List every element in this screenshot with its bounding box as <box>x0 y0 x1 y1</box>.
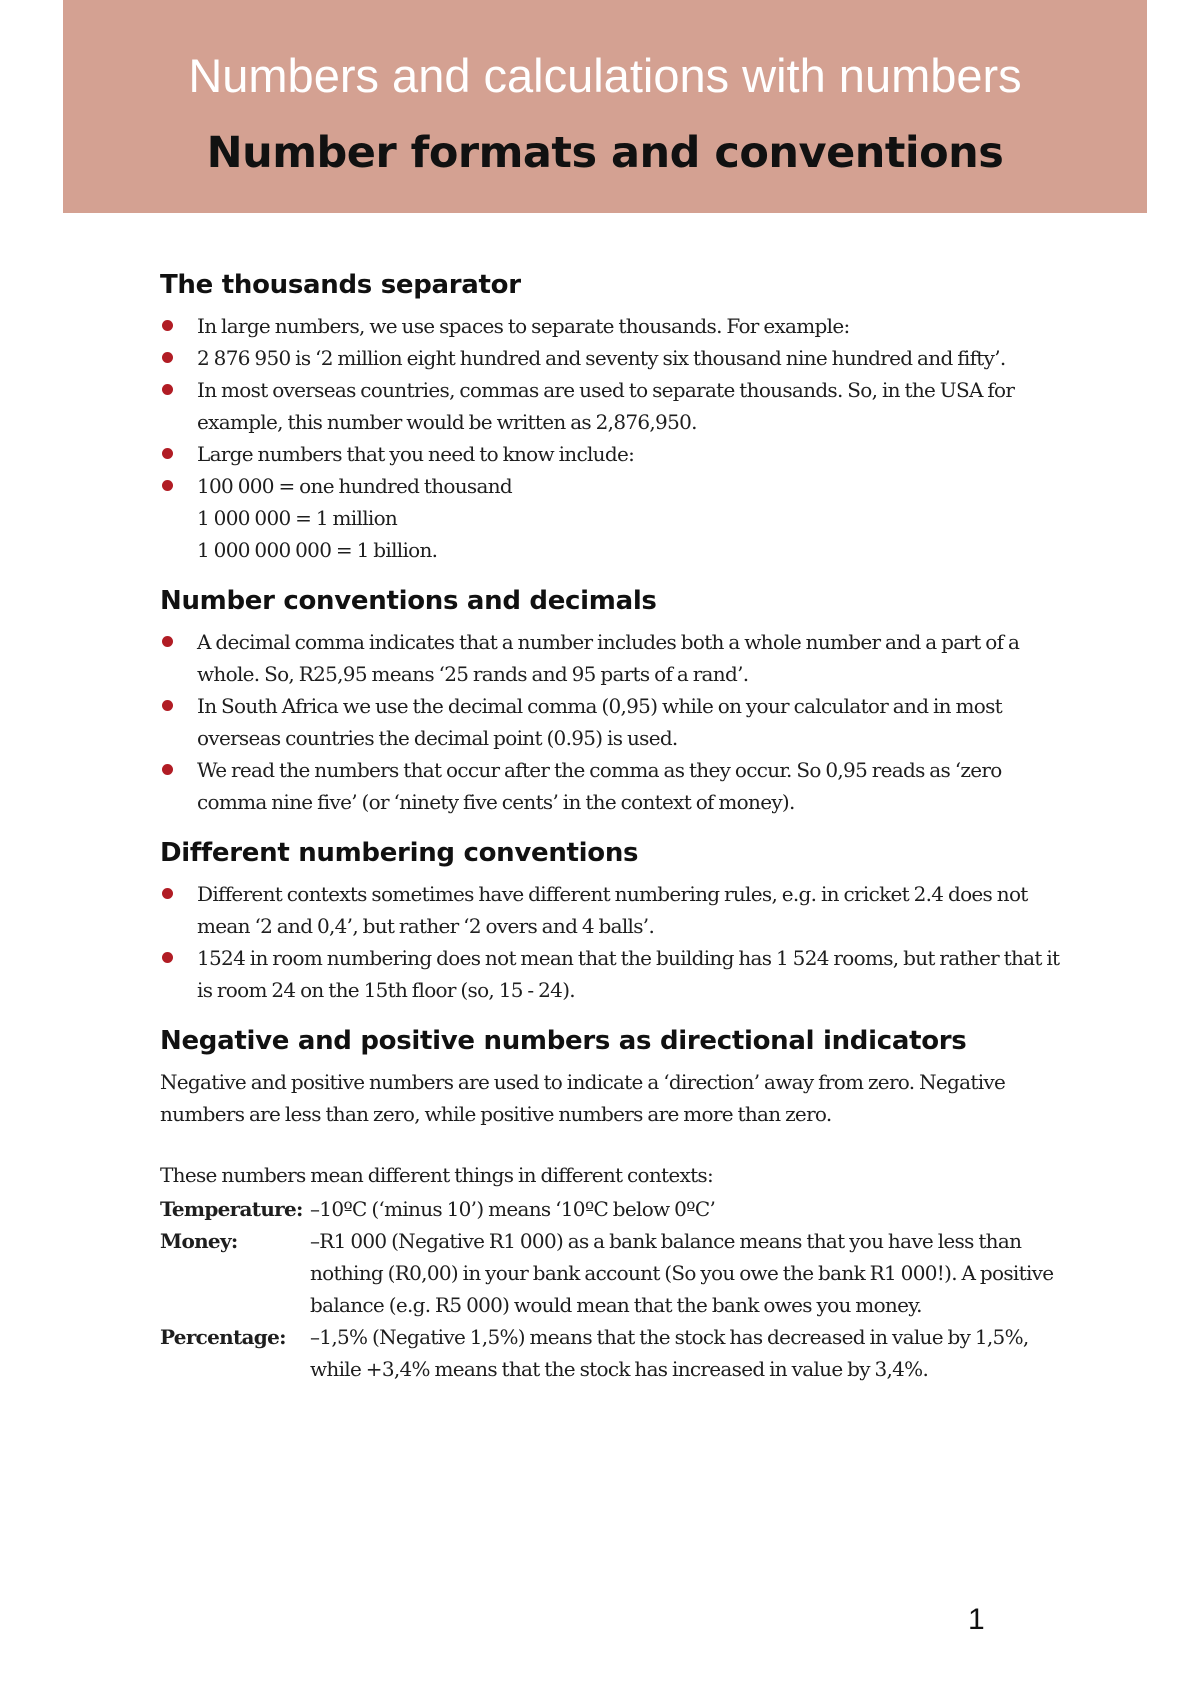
section-heading: Negative and positive numbers as directional indicators <box>160 1026 967 1056</box>
bullet-list <box>160 310 1060 502</box>
definition-term: Percentage: <box>160 1325 286 1349</box>
section-numbering-conventions <box>160 836 1060 1006</box>
title-banner <box>63 0 1147 213</box>
section-heading: Different numbering conventions <box>160 838 639 868</box>
list-item: 1524 in room numbering does not mean that the building has 1 524 rooms, but rather that it is room 24 on the 15th floor (so, 15 - 24). <box>160 942 1060 1006</box>
section-conventions-decimals <box>160 584 1060 818</box>
list-item: A decimal comma indicates that a number includes both a whole number and a part of a whole. So, R25,95 means ‘25 rands and 95 parts of a rand’. <box>160 626 1060 690</box>
paragraph: These numbers mean different things in different contexts: <box>160 1163 714 1187</box>
list-item: In South Africa we use the decimal comma (0,95) while on your calculator and in most overseas countries the decimal point (0.95) is used. <box>160 690 1060 754</box>
section-thousands-separator <box>160 268 1060 566</box>
list-item: Large numbers that you need to know include: <box>160 438 1060 470</box>
definition-term: Money: <box>160 1229 238 1253</box>
definition-row <box>160 1193 1060 1225</box>
definition-description: –1,5% (Negative 1,5%) means that the stock has decreased in value by 1,5%, while +3,4% means that the stock has increased in value by 3,4%. <box>310 1325 1029 1381</box>
list-continuation: 1 000 000 = 1 million <box>197 506 398 530</box>
bullet-list <box>160 626 1060 818</box>
list-continuation: 1 000 000 000 = 1 billion. <box>197 538 438 562</box>
definition-row <box>160 1225 1060 1321</box>
page-subtitle: Number formats and conventions <box>206 128 1004 178</box>
page-title: Numbers and calculations with numbers <box>188 49 1022 102</box>
list-item: In large numbers, we use spaces to separate thousands. For example: <box>160 310 1060 342</box>
section-directional-indicators <box>160 1024 1060 1385</box>
list-item: We read the numbers that occur after the comma as they occur. So 0,95 reads as ‘zero comma nine five’ (or ‘ninety five cents’ in the context of money). <box>160 754 1060 818</box>
definition-list <box>160 1193 1060 1385</box>
document-body <box>160 268 1060 1403</box>
section-heading: Number conventions and decimals <box>160 586 657 616</box>
list-item: In most overseas countries, commas are used to separate thousands. So, in the USA for example, this number would be written as 2,876,950. <box>160 374 1060 438</box>
list-item: 100 000 = one hundred thousand <box>160 470 1060 502</box>
definition-row <box>160 1321 1060 1385</box>
bullet-list <box>160 878 1060 1006</box>
section-heading: The thousands separator <box>160 270 521 300</box>
definition-term: Temperature: <box>160 1197 303 1221</box>
definition-description: –R1 000 (Negative R1 000) as a bank balance means that you have less than nothing (R0,00) in your bank account (So you owe the bank R1 000!). A positive balance (e.g. R5 000) would mean that the bank owes you money. <box>310 1229 1054 1317</box>
list-item: Different contexts sometimes have different numbering rules, e.g. in cricket 2.4 does not mean ‘2 and 0,4’, but rather ‘2 overs and 4 balls’. <box>160 878 1060 942</box>
definition-description: –10ºC (‘minus 10’) means ‘10ºC below 0ºC’ <box>310 1197 716 1221</box>
list-item: 2 876 950 is ‘2 million eight hundred and seventy six thousand nine hundred and fifty’. <box>160 342 1060 374</box>
paragraph: Negative and positive numbers are used to indicate a ‘direction’ away from zero. Negative numbers are less than zero, while positive numbers are more than zero. <box>160 1070 1006 1126</box>
page-number: 1 <box>968 1603 985 1636</box>
